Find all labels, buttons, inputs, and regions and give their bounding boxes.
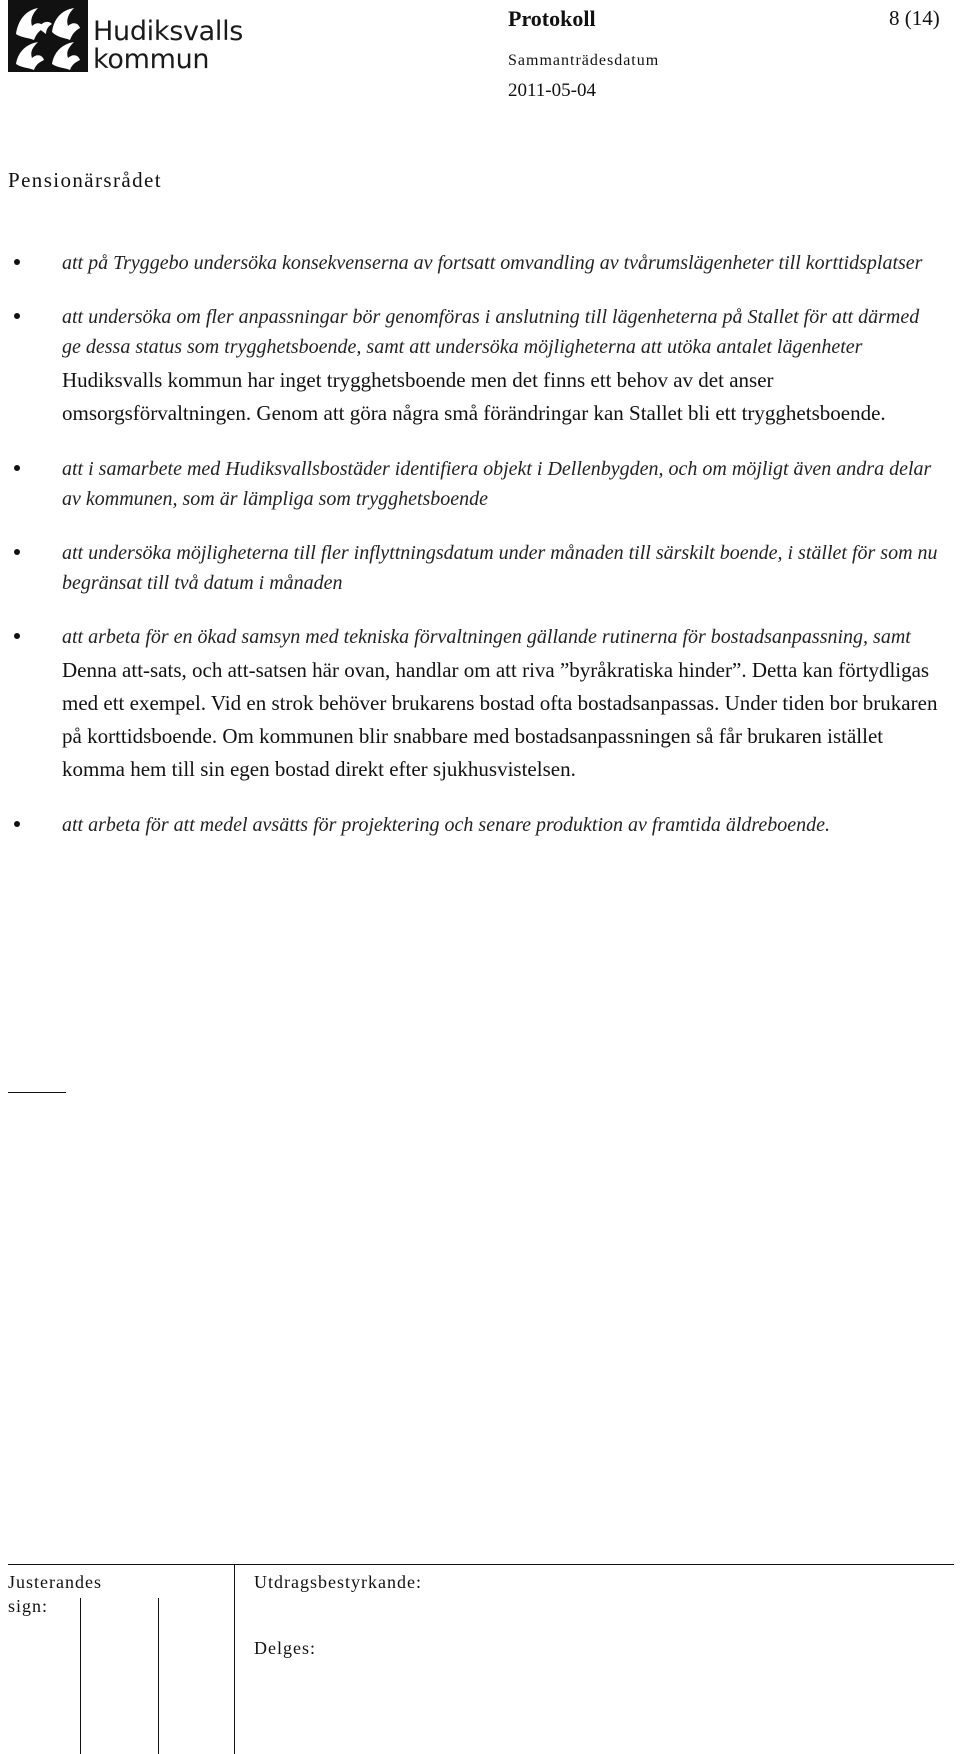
page-number: 8 (14) xyxy=(889,6,940,30)
list-item xyxy=(0,810,960,840)
list-item-text: att undersöka möjligheterna till fler inflyttningsdatum under månaden till särskilt boende, i stället för som nu begränsat till två datum i månaden xyxy=(62,542,938,594)
sign-label: sign: xyxy=(8,1596,49,1616)
bullet-icon xyxy=(14,465,20,471)
delges-label: Delges: xyxy=(254,1638,316,1658)
meeting-date-label: Sammanträdesdatum xyxy=(508,52,660,69)
logo-line-1: Hudiksvalls xyxy=(93,16,244,47)
signature-box-line xyxy=(80,1598,81,1754)
logo-wordmark xyxy=(93,18,243,74)
list-item xyxy=(0,248,960,278)
bullet-icon xyxy=(14,549,20,555)
goat-emblem-icon xyxy=(8,0,88,72)
list-item xyxy=(0,454,960,514)
signature-box-line xyxy=(158,1598,159,1754)
footer-column-divider xyxy=(234,1564,235,1754)
bullet-icon xyxy=(14,633,20,639)
bullet-icon xyxy=(14,821,20,827)
justerandes-label: Justerandes xyxy=(8,1572,102,1592)
footnote-divider xyxy=(8,1092,66,1093)
list-item-text: att undersöka om fler anpassningar bör genomföras i anslutning till lägenheterna på Stallet för att därmed ge dessa status som trygghetsboende, samt att undersöka möjligheterna att utöka antalet lägenheter xyxy=(62,306,920,358)
list-item-comment: Hudiksvalls kommun har inget trygghetsboende men det finns ett behov av det anser omsorgsförvaltningen. Genom att göra några små förändringar kan Stallet bli ett trygghetsboende. xyxy=(62,368,886,425)
list-item-comment: Denna att-sats, och att-satsen här ovan, handlar om att riva ”byråkratiska hinder”. Detta kan förtydligas med ett exempel. Vid en strok behöver brukarens bostad ofta bostadsanpassas. Under tiden bor brukaren på korttidsboende. Om kommunen blir snabbare med bostadsanpassningen så får brukaren istället komma hem till sin egen bostad direkt efter sjukhusvistelsen. xyxy=(62,658,938,781)
proposal-list xyxy=(0,248,960,864)
list-item xyxy=(0,302,960,430)
list-item-text: att arbeta för en ökad samsyn med tekniska förvaltningen gällande rutinerna för bostadsanpassning, samt xyxy=(62,626,911,648)
committee-name: Pensionärsrådet xyxy=(8,168,162,192)
document-type: Protokoll xyxy=(508,6,596,31)
list-item-text: att i samarbete med Hudiksvallsbostäder identifiera objekt i Dellenbygden, och om möjligt även andra delar av kommunen, som är lämpliga som trygghetsboende xyxy=(62,458,932,510)
logo-line-2: kommun xyxy=(93,44,210,75)
utdrag-label: Utdragsbestyrkande: xyxy=(254,1572,422,1592)
list-item xyxy=(0,538,960,598)
bullet-icon xyxy=(14,313,20,319)
list-item-text: att arbeta för att medel avsätts för projektering och senare produktion av framtida äldreboende. xyxy=(62,814,831,836)
bullet-icon xyxy=(14,259,20,265)
hudiksvalls-logo xyxy=(8,0,258,80)
meeting-date: 2011-05-04 xyxy=(508,80,596,101)
list-item-text: att på Tryggebo undersöka konsekvenserna av fortsatt omvandling av tvårumslägenheter till korttidsplatser xyxy=(62,252,923,274)
footer-divider xyxy=(8,1564,954,1565)
list-item xyxy=(0,622,960,786)
